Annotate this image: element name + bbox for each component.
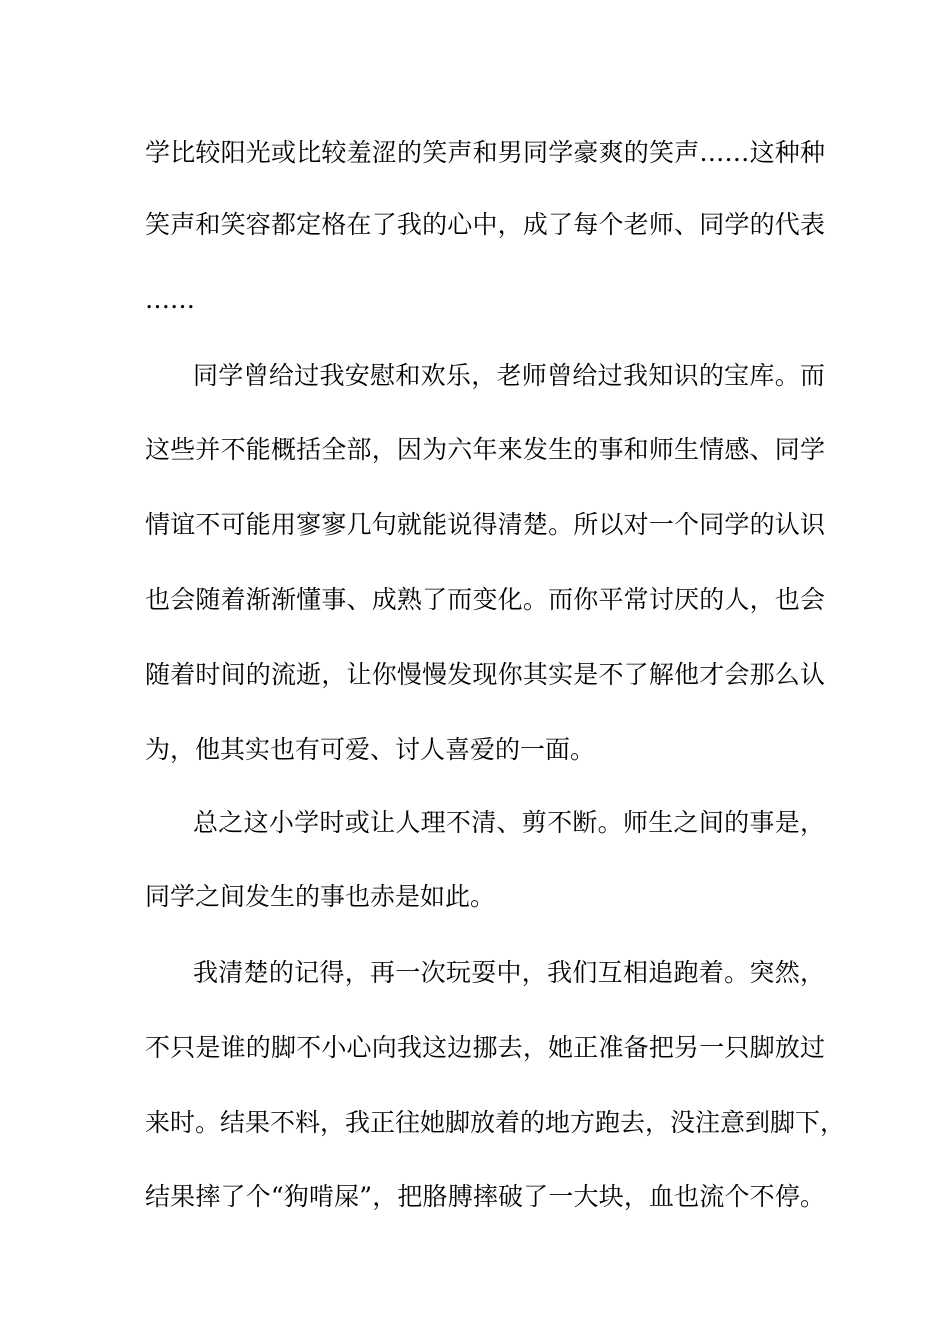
paragraph-3-line-1: 总之这小学时或让人理不清、剪不断。师生之间的事是， <box>193 808 825 837</box>
paragraph-4-line-1: 我清楚的记得，再一次玩耍中，我们互相追跑着。突然， <box>193 958 825 987</box>
paragraph-4-line-2: 不只是谁的脚不小心向我这边挪去，她正准备把另一只脚放过 <box>145 1033 825 1062</box>
text-line-3: …… <box>145 285 195 314</box>
text-line-1: 学比较阳光或比较羞涩的笑声和男同学豪爽的笑声……这种种 <box>145 138 825 167</box>
text-line-2: 笑声和笑容都定格在了我的心中，成了每个老师、同学的代表 <box>145 210 825 239</box>
paragraph-2-line-5: 随着时间的流逝，让你慢慢发现你其实是不了解他才会那么认 <box>145 660 825 689</box>
paragraph-2-line-6: 为，他其实也有可爱、讨人喜爱的一面。 <box>145 735 596 764</box>
paragraph-2-line-3: 情谊不可能用寥寥几句就能说得清楚。所以对一个同学的认识 <box>145 510 825 539</box>
paragraph-3-line-2: 同学之间发生的事也赤是如此。 <box>145 882 496 911</box>
paragraph-4-line-3: 来时。结果不料，我正往她脚放着的地方跑去，没注意到脚下， <box>145 1108 846 1137</box>
paragraph-4-line-4: 结果摔了个“狗啃屎”，把胳膊摔破了一大块，血也流个不停。 <box>145 1182 825 1211</box>
paragraph-2-line-1: 同学曾给过我安慰和欢乐，老师曾给过我知识的宝库。而 <box>193 361 825 390</box>
paragraph-2-line-4: 也会随着渐渐懂事、成熟了而变化。而你平常讨厌的人，也会 <box>145 585 825 614</box>
paragraph-2-line-2: 这些并不能概括全部，因为六年来发生的事和师生情感、同学 <box>145 435 825 464</box>
